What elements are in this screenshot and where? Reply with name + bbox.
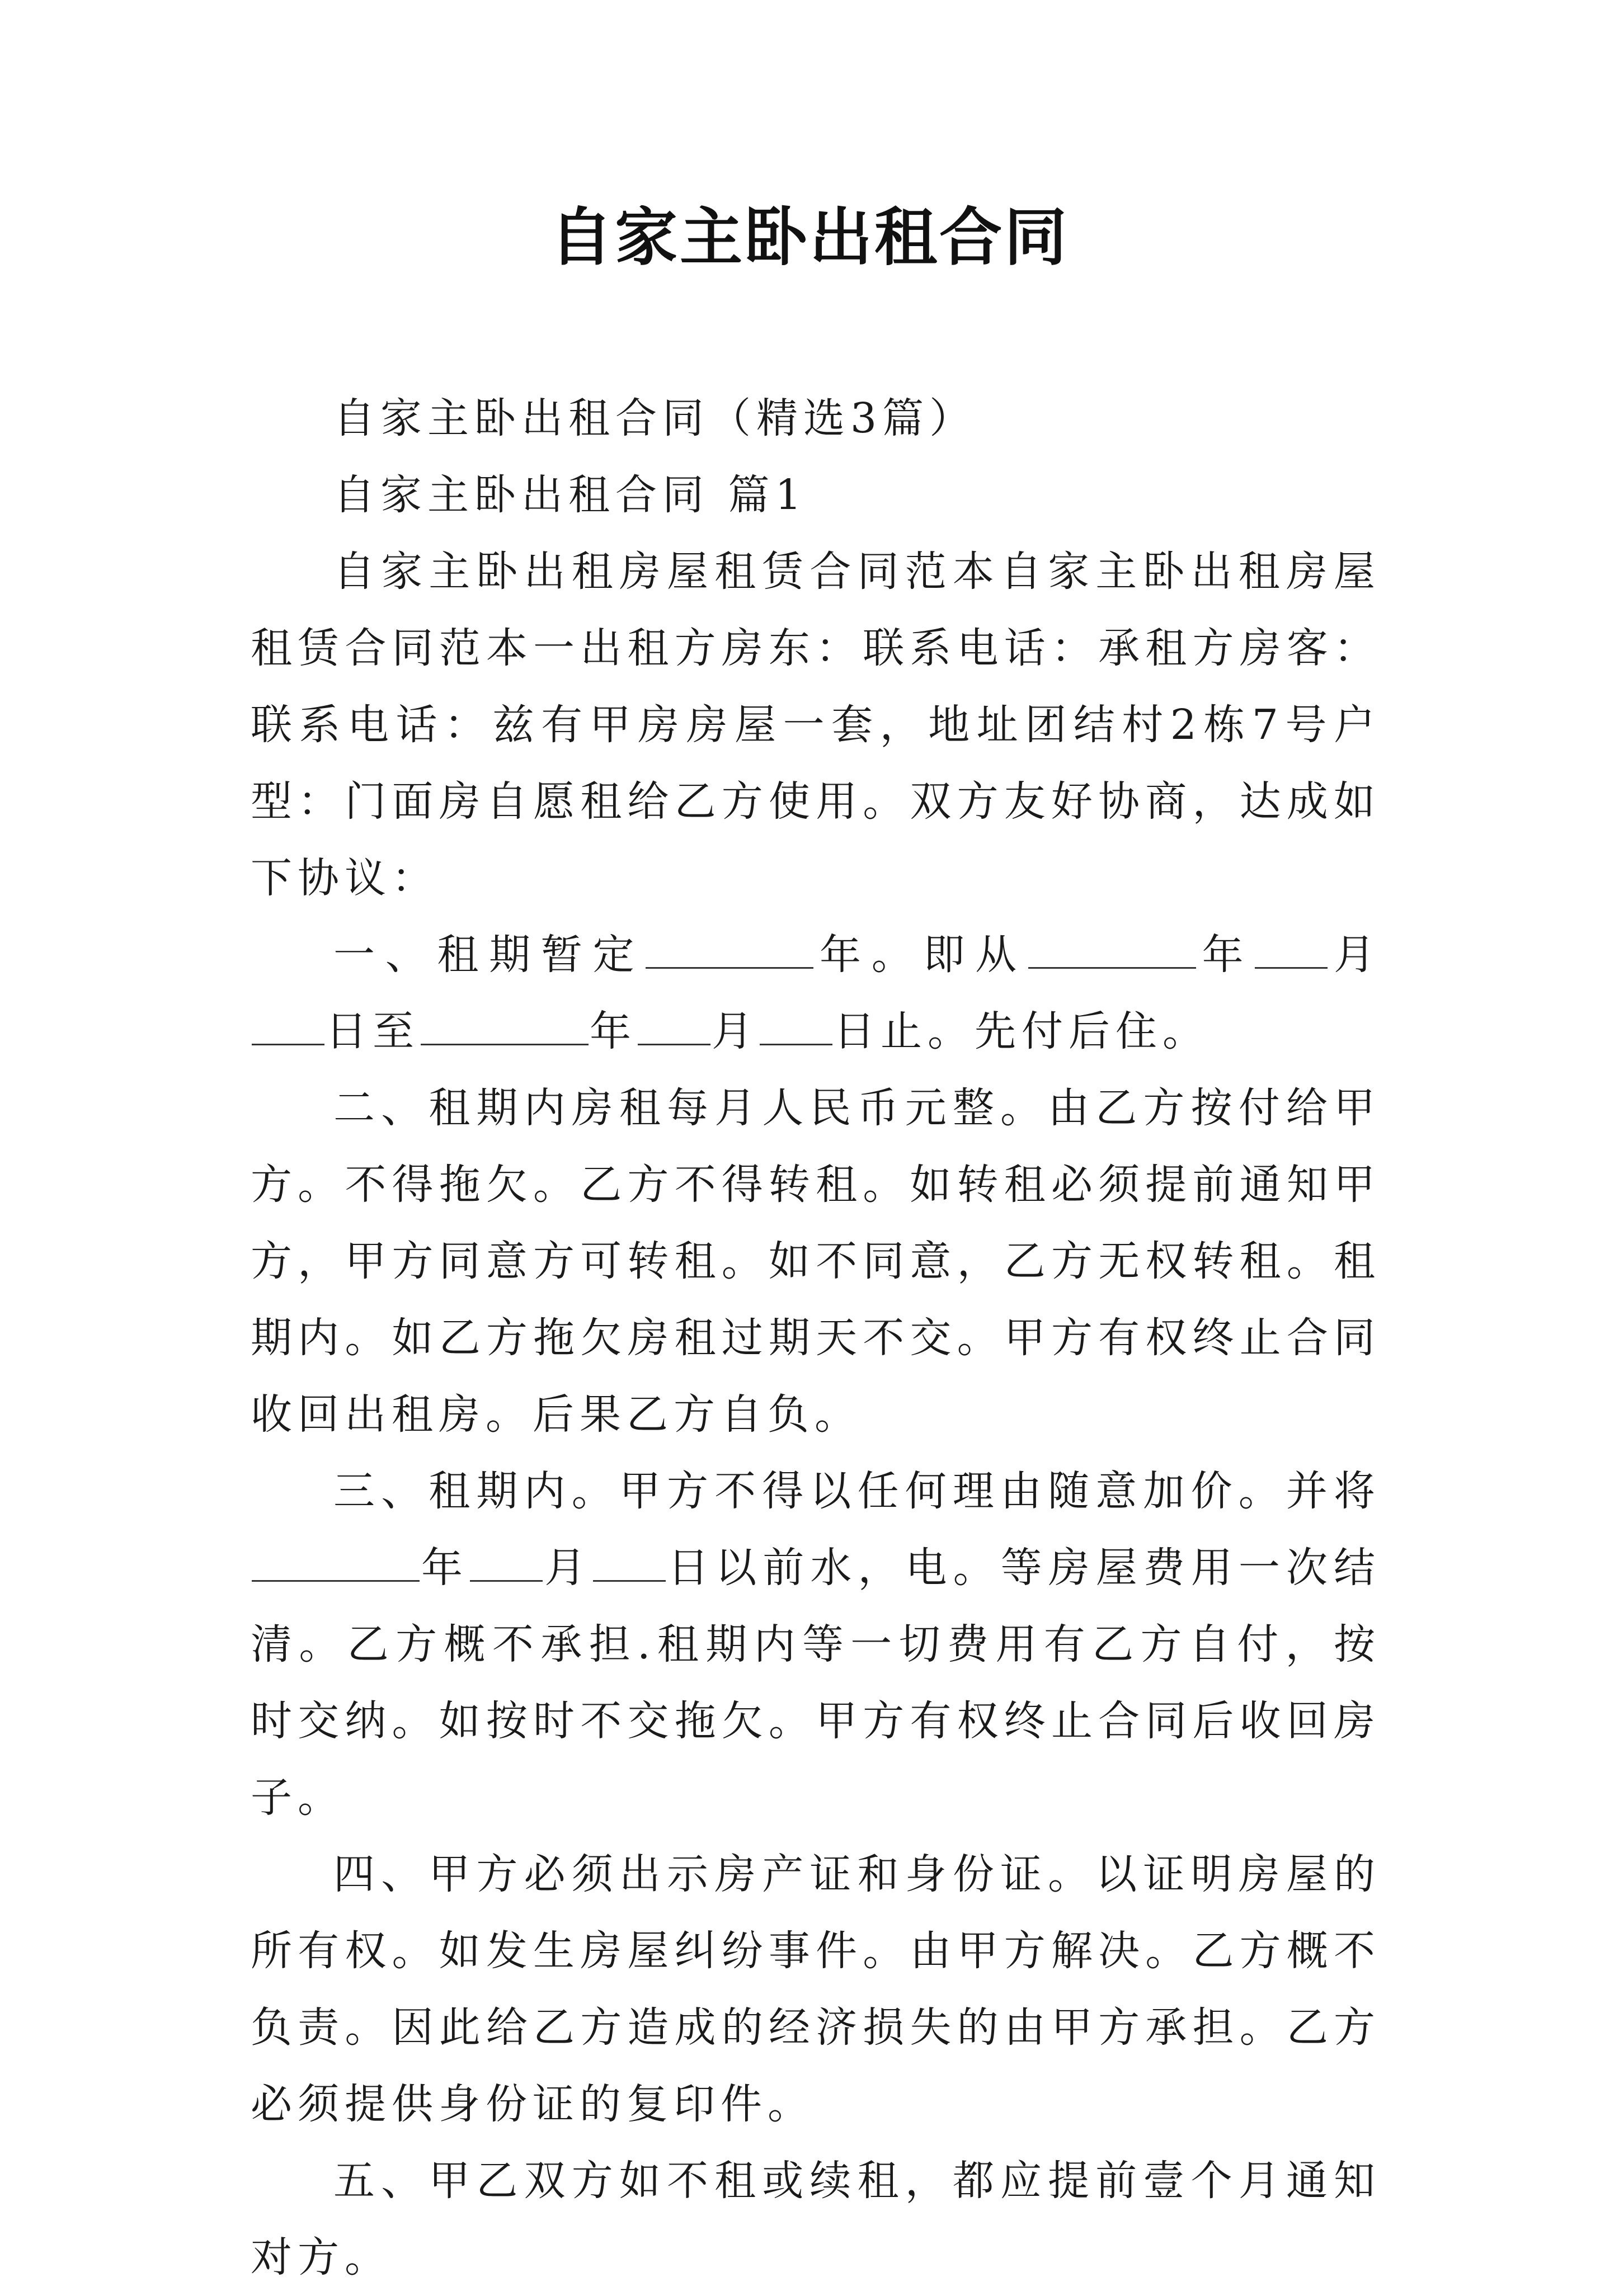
blank-line [760, 1005, 832, 1045]
clause-1-text: 日止。先付后住。 [834, 1007, 1209, 1055]
clause-1-text: 一、租期暂定 [333, 931, 645, 979]
clause-3-text: 月 [544, 1544, 592, 1592]
clause-1-text: 日至 [326, 1007, 420, 1055]
blank-line [470, 1541, 543, 1582]
document-subtitle: 自家主卧出租合同（精选3篇） [333, 394, 977, 442]
blank-line [646, 928, 813, 969]
blank-line [421, 1005, 589, 1045]
clause-3-text: 日以前水，电。等房屋费用一次结清。乙方概不承担.租期内等一切费用有乙方自付，按时交纳。如按时不交拖欠。甲方有权终止合同后收回房子。 [251, 1544, 1381, 1822]
blank-line [252, 1005, 324, 1045]
document-body [251, 380, 1381, 2296]
section-heading: 自家主卧出租合同 篇1 [333, 471, 807, 519]
blank-line [1255, 928, 1328, 969]
blank-line [593, 1541, 666, 1582]
clause-5: 五、甲乙双方如不租或续租，都应提前壹个月通知对方。 [251, 2157, 1381, 2281]
clause-1-text: 年 [1197, 931, 1254, 979]
clause-1-text: 年 [590, 1007, 637, 1055]
clause-1-text: 年。即从 [815, 931, 1027, 979]
intro-paragraph: 自家主卧出租房屋租赁合同范本自家主卧出租房屋租赁合同范本一出租方房东：联系电话：承租方房客：联系电话：兹有甲房房屋一套，地址团结村2栋7号户型：门面房自愿租给乙方使用。双方友好协商，达成如下协议： [251, 548, 1381, 902]
clause-2: 二、租期内房租每月人民币元整。由乙方按付给甲方。不得拖欠。乙方不得转租。如转租必须提前通知甲方，甲方同意方可转租。如不同意，乙方无权转租。租期内。如乙方拖欠房租过期天不交。甲方有权终止合同收回出租房。后果乙方自负。 [251, 1084, 1381, 1439]
clause-1-text: 月 [1329, 931, 1381, 979]
clause-3-text: 三、租期内。甲方不得以任何理由随意加价。并将 [333, 1467, 1381, 1515]
clause-1-text: 月 [712, 1007, 759, 1055]
document-title: 自家主卧出租合同 [550, 201, 1069, 274]
blank-line [1028, 928, 1196, 969]
blank-line [638, 1005, 710, 1045]
clause-1 [251, 917, 1381, 1070]
blank-line [252, 1541, 420, 1582]
clause-3-text: 年 [421, 1544, 469, 1592]
clause-3 [251, 1453, 1381, 1836]
clause-4: 四、甲方必须出示房产证和身份证。以证明房屋的所有权。如发生房屋纠纷事件。由甲方解决。乙方概不负责。因此给乙方造成的经济损失的由甲方承担。乙方必须提供身份证的复印件。 [251, 1850, 1381, 2128]
